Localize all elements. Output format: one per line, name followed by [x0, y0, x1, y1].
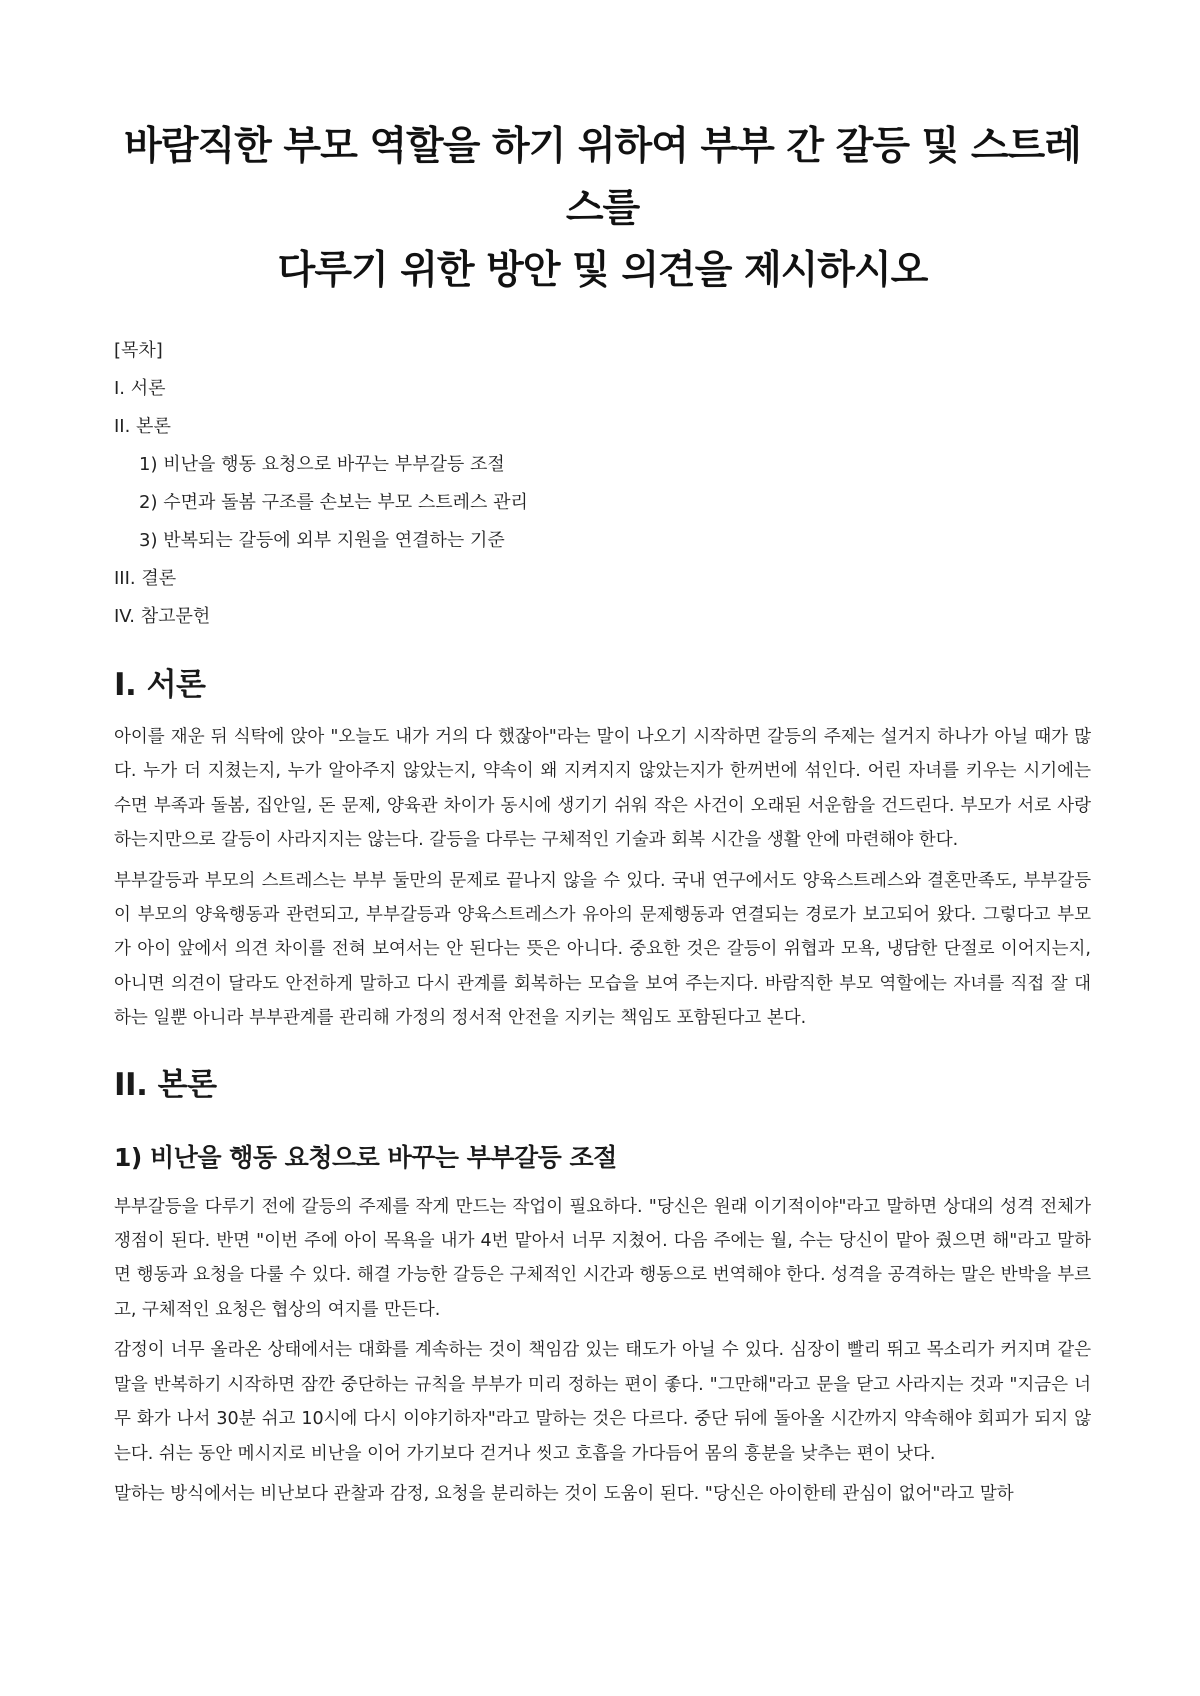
- toc-item-body: II. 본론: [114, 416, 171, 437]
- table-of-contents: [114, 332, 1091, 636]
- body-paragraph-3: 말하는 방식에서는 비난보다 관찰과 감정, 요청을 분리하는 것이 도움이 된다. "당신은 아이한테 관심이 없어"라고 말하: [114, 1483, 1014, 1504]
- body-paragraph-2: 감정이 너무 올라온 상태에서는 대화를 계속하는 것이 책임감 있는 태도가 아닐 수 있다. 심장이 빨리 뛰고 목소리가 커지며 같은 말을 반복하기 시작하면 잠깐 중단하는 규칙을 부부가 미리 정하는 편이 좋다. "그만해"라고 문을 닫고 사라지는 것과 "지금은 너무 화가 나서 30분 쉬고 10시에 다시 이야기하자"라고 말하는 것은 다르다. 중단 뒤에 돌아올 시간까지 약속해야 회피가 되지 않는다. 쉬는 동안 메시지로 비난을 이어 가기보다 걷거나 씻고 호흡을 가다듬어 몸의 흥분을 낮추는 편이 낫다.: [114, 1340, 1091, 1464]
- toc-heading: [목차]: [114, 340, 163, 361]
- toc-item-conclusion: III. 결론: [114, 568, 177, 589]
- title-line-2: 다루기 위한 방안 및 의견을 제시하시오: [277, 248, 928, 293]
- intro-paragraph-2: 부부갈등과 부모의 스트레스는 부부 둘만의 문제로 끝나지 않을 수 있다. 국내 연구에서도 양육스트레스와 결혼만족도, 부부갈등이 부모의 양육행동과 관련되고, 부부갈등과 양육스트레스가 유아의 문제행동과 연결되는 경로가 보고되어 왔다. 그렇다고 부모가 아이 앞에서 의견 차이를 전혀 보여서는 안 된다는 뜻은 아니다. 중요한 것은 갈등이 위협과 모욕, 냉담한 단절로 이어지는지, 아니면 의견이 달라도 안전하게 말하고 다시 관계를 회복하는 모습을 보여 주는지다. 바람직한 부모 역할에는 자녀를 직접 잘 대하는 일뿐 아니라 부부관계를 관리해 가정의 정서적 안전을 지키는 책임도 포함된다고 본다.: [114, 870, 1091, 1029]
- title-line-1: 바람직한 부모 역할을 하기 위하여 부부 간 갈등 및 스트레스를: [124, 124, 1081, 231]
- section-heading-intro: I. 서론: [114, 667, 206, 703]
- section-heading-body: II. 본론: [114, 1066, 217, 1103]
- toc-item-body-2: 2) 수면과 돌봄 구조를 손보는 부모 스트레스 관리: [139, 492, 528, 513]
- body-paragraph-1: 부부갈등을 다루기 전에 갈등의 주제를 작게 만드는 작업이 필요하다. "당신은 원래 이기적이야"라고 말하면 상대의 성격 전체가 쟁점이 된다. 반면 "이번 주에 아이 목욕을 내가 4번 맡아서 너무 지쳤어. 다음 주에는 월, 수는 당신이 맡아 줬으면 해"라고 말하면 행동과 요청을 다룰 수 있다. 해결 가능한 갈등은 구체적인 시간과 행동으로 번역해야 한다. 성격을 공격하는 말은 반박을 부르고, 구체적인 요청은 협상의 여지를 만든다.: [114, 1196, 1091, 1320]
- toc-item-intro: I. 서론: [114, 378, 166, 399]
- toc-item-body-1: 1) 비난을 행동 요청으로 바꾸는 부부갈등 조절: [139, 454, 505, 475]
- toc-item-body-3: 3) 반복되는 갈등에 외부 지원을 연결하는 기준: [139, 530, 505, 551]
- intro-paragraph-1: 아이를 재운 뒤 식탁에 앉아 "오늘도 내가 거의 다 했잖아"라는 말이 나오기 시작하면 갈등의 주제는 설거지 하나가 아닐 때가 많다. 누가 더 지쳤는지, 누가 알아주지 않았는지, 약속이 왜 지켜지지 않았는지가 한꺼번에 섞인다. 어린 자녀를 키우는 시기에는 수면 부족과 돌봄, 집안일, 돈 문제, 양육관 차이가 동시에 생기기 쉬워 작은 사건이 오래된 서운함을 건드린다. 부모가 서로 사랑하는지만으로 갈등이 사라지지는 않는다. 갈등을 다루는 구체적인 기술과 회복 시간을 생활 안에 마련해야 한다.: [114, 727, 1091, 851]
- document-title: [114, 116, 1091, 302]
- toc-item-references: IV. 참고문헌: [114, 606, 211, 627]
- subsection-heading-1: 1) 비난을 행동 요청으로 바꾸는 부부갈등 조절: [114, 1142, 617, 1172]
